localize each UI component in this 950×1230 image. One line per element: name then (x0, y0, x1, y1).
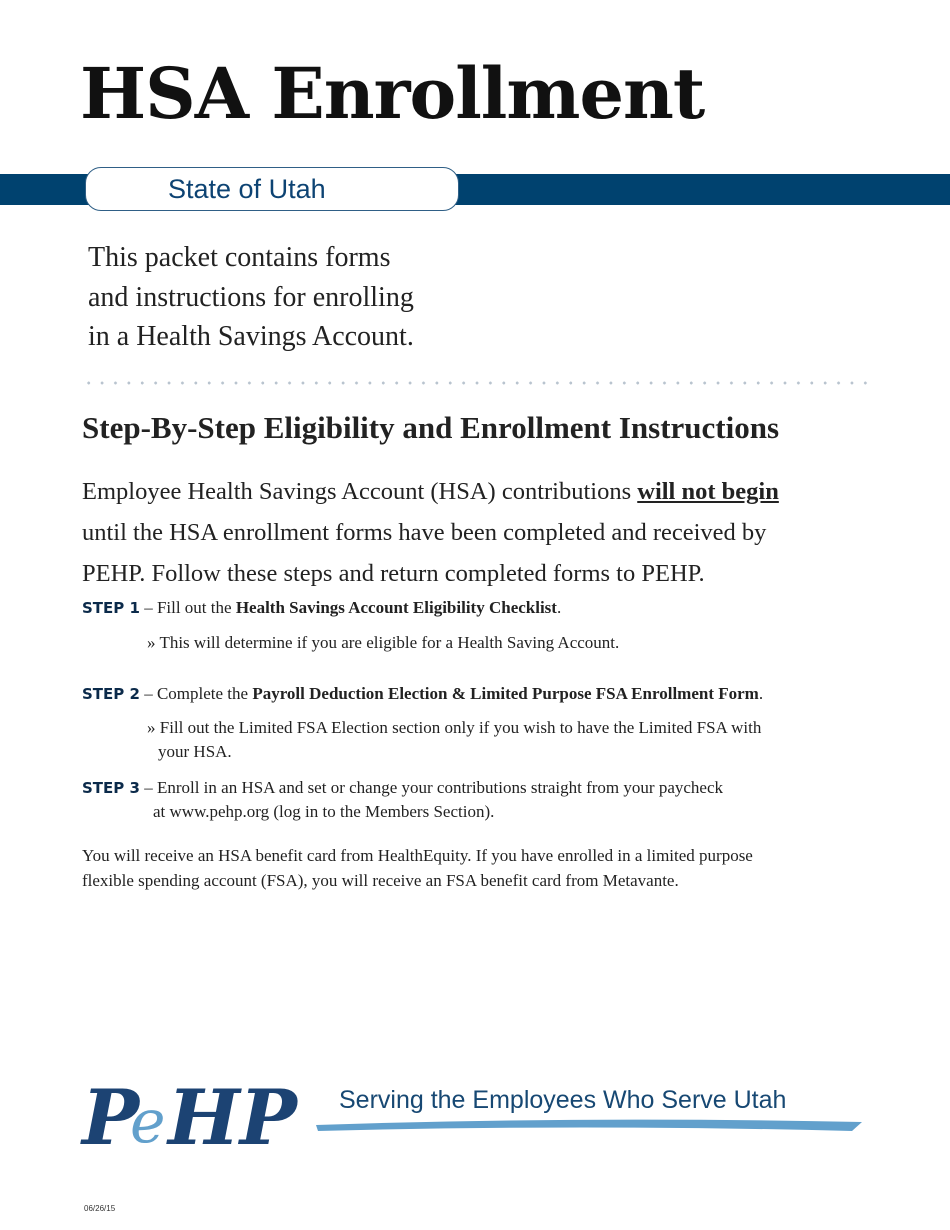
logo-e: e (130, 1087, 166, 1157)
logo-hp: HP (168, 1078, 297, 1158)
para-text: Employee Health Savings Account (HSA) contributions (82, 478, 638, 505)
revision-date: 06/26/15 (84, 1204, 116, 1213)
form-name: Payroll Deduction Election & Limited Purpose FSA Enrollment Form (252, 684, 759, 703)
page-title: HSA Enrollment (80, 52, 705, 135)
intro-line: in a Health Savings Account. (88, 321, 414, 352)
step-label: STEP 3 (82, 779, 140, 797)
closing-paragraph (82, 843, 753, 893)
emphasis-text: will not begin (637, 478, 779, 505)
closing-line: You will receive an HSA benefit card from HealthEquity. If you have enrolled in a limited purpose (82, 846, 753, 865)
step-2-note: your HSA. (158, 742, 232, 761)
step-1-note: » This will determine if you are eligible for a Health Saving Account. (147, 633, 620, 652)
intro-text (88, 238, 414, 357)
logo-p: P (82, 1078, 140, 1158)
form-name: Health Savings Account Eligibility Checklist (235, 598, 557, 617)
step-text: . (758, 684, 764, 703)
step-2-note: » Fill out the Limited FSA Election section only if you wish to have the Limited FSA with (147, 718, 762, 737)
step-text: – Complete the (139, 684, 253, 703)
step-1 (82, 596, 561, 620)
step-label: STEP 1 (82, 599, 140, 617)
step-2 (82, 682, 763, 706)
logo-swoosh (316, 1120, 862, 1131)
intro-line: This packet contains forms (88, 242, 391, 273)
para-text: PEHP. Follow these steps and return completed forms to PEHP. (82, 560, 705, 587)
intro-line: and instructions for enrolling (88, 281, 414, 313)
subtitle-pill (85, 167, 459, 211)
section-heading: Step-By-Step Eligibility and Enrollment Instructions (82, 410, 780, 445)
tagline: Serving the Employees Who Serve Utah (339, 1086, 787, 1114)
step-text: – Enroll in an HSA and set or change your contributions straight from your paycheck (139, 778, 724, 797)
step-text: – Fill out the (139, 598, 236, 617)
dotted-divider (82, 381, 872, 385)
step-label: STEP 2 (82, 685, 140, 703)
step-3 (82, 776, 723, 800)
closing-line: flexible spending account (FSA), you will receive an FSA benefit card from Metavante. (82, 871, 679, 890)
step-3-note: at www.pehp.org (log in to the Members Section). (153, 802, 495, 821)
para-text: until the HSA enrollment forms have been completed and received by (82, 519, 767, 546)
subtitle: State of Utah (168, 174, 326, 204)
step-text: . (556, 598, 562, 617)
intro-paragraph (82, 471, 779, 594)
